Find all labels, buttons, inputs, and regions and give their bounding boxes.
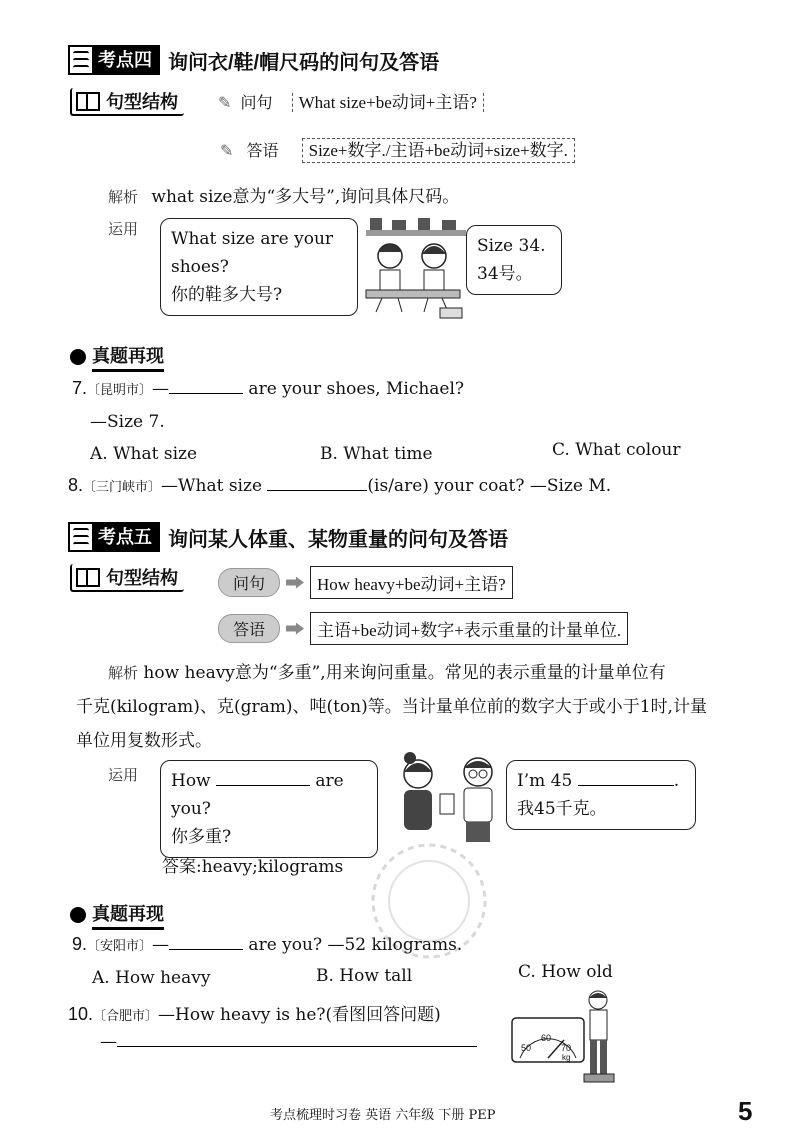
answer-pattern: 主语+be动词+数字+表示重量的计量单位.	[310, 612, 628, 645]
waves-icon	[70, 524, 92, 550]
section-badge	[68, 522, 160, 552]
question-pattern-row	[218, 88, 484, 113]
answer-pattern-row	[218, 612, 628, 645]
explanation-label: 解析	[108, 188, 139, 206]
section-badge-label: 考点五	[92, 524, 158, 550]
explanation-line: 单位用复数形式。	[76, 731, 212, 751]
usage-label: 运用	[108, 766, 139, 784]
answer-text: 答案:heavy;kilograms	[162, 857, 344, 877]
bubble-en: What size are your shoes?	[171, 229, 334, 277]
pencil-icon: ✎	[218, 93, 232, 112]
answer-label: 答语	[246, 141, 279, 160]
question-10-answer-line	[100, 1032, 477, 1052]
explanation-line: 千克(kilogram)、克(gram)、吨(ton)等。当计量单位前的数字大于或小于1时,计量	[76, 697, 707, 717]
speech-bubble-right	[466, 225, 562, 295]
option-c[interactable]: C. How old	[518, 962, 613, 982]
answer-dash: —	[100, 1032, 117, 1052]
question-number: 8.	[68, 475, 84, 495]
question-text: are you? —52 kilograms.	[243, 935, 463, 955]
question-9	[72, 934, 462, 955]
question-pattern: What size+be动词+主语?	[292, 93, 484, 112]
arrow-icon	[286, 577, 304, 589]
pencil-icon: ✎	[220, 141, 234, 160]
question-prefix: —	[152, 379, 170, 399]
answer-blank[interactable]	[267, 490, 367, 491]
scale-tick-label: 70	[561, 1043, 572, 1053]
answer-blank[interactable]	[578, 785, 674, 786]
speech-bubble-right	[506, 760, 696, 830]
answer-label: 答语	[218, 614, 280, 643]
scale-unit: kg	[562, 1053, 571, 1062]
lightbulb-icon	[70, 349, 86, 365]
question-prefix: —	[152, 935, 170, 955]
question-label: 问句	[218, 568, 280, 597]
answer-pattern-row	[220, 136, 575, 161]
footer-text: 考点梳理时习卷 英语 六年级 下册 PEP	[270, 1108, 496, 1123]
question-source: 〔昆明市〕	[87, 383, 153, 398]
bubble-cn: 你多重?	[171, 827, 232, 847]
explanation-line: how heavy意为“多重”,用来询问重量。常见的表示重量的计量单位有	[143, 663, 666, 683]
speech-bubble-left	[160, 760, 378, 858]
waves-icon	[70, 47, 92, 73]
question-number: 9.	[72, 934, 88, 954]
explanation	[76, 656, 756, 758]
question-pattern-row	[218, 566, 513, 599]
bubble-suffix: .	[673, 771, 680, 791]
book-icon	[76, 92, 100, 111]
scale-tick-label: 60	[541, 1033, 552, 1043]
usage-label: 运用	[108, 220, 139, 238]
question-pattern: How heavy+be动词+主语?	[310, 566, 513, 599]
question-7	[72, 378, 464, 399]
bubble-cn: 我45千克。	[517, 799, 607, 819]
structure-text: 句型结构	[106, 92, 178, 112]
question-source: 〔安阳市〕	[87, 939, 153, 954]
option-c[interactable]: C. What colour	[552, 440, 681, 460]
bubble-en: Size 34.	[477, 236, 546, 256]
real-exam-header	[70, 900, 164, 930]
speech-bubble-left	[160, 218, 358, 316]
section-4-header	[68, 45, 439, 75]
lightbulb-icon	[70, 907, 86, 923]
answer-pattern: Size+数字./主语+be动词+size+数字.	[302, 138, 575, 163]
girl-boy-illustration	[390, 752, 506, 848]
section-title: 询问衣/鞋/帽尺码的问句及答语	[168, 51, 440, 74]
sentence-structure-label	[70, 90, 184, 114]
option-a[interactable]: A. How heavy	[92, 968, 211, 988]
bubble-cn: 你的鞋多大号?	[171, 285, 283, 305]
question-text: are your shoes, Michael?	[243, 379, 465, 399]
section-badge	[68, 45, 160, 75]
real-exam-label: 真题再现	[92, 342, 164, 372]
real-exam-header	[70, 342, 164, 372]
question-text: (is/are) your coat? —Size M.	[367, 476, 612, 496]
structure-text: 句型结构	[106, 568, 178, 588]
question-prefix: —What size	[161, 476, 268, 496]
page-number: 5	[738, 1096, 753, 1126]
option-b[interactable]: B. What time	[320, 444, 433, 464]
scale-man-illustration	[510, 986, 620, 1096]
answer-blank[interactable]	[216, 785, 310, 786]
question-number: 10.	[68, 1004, 94, 1024]
answer-blank[interactable]	[169, 393, 243, 394]
option-b[interactable]: B. How tall	[316, 966, 413, 986]
answer-blank[interactable]	[169, 949, 243, 950]
explanation-text: what size意为“多大号”,询问具体尺码。	[151, 187, 460, 207]
bubble-prefix: How	[171, 771, 217, 791]
question-10	[68, 1000, 441, 1025]
question-7-reply: —Size 7.	[90, 412, 165, 432]
arrow-icon	[286, 623, 304, 635]
question-text: —How heavy is he?(看图回答问题)	[158, 1005, 441, 1025]
question-label: 问句	[240, 93, 273, 112]
question-number: 7.	[72, 378, 88, 398]
question-8	[68, 475, 611, 496]
section-badge-label: 考点四	[92, 47, 158, 73]
bubble-cn: 34号。	[477, 264, 533, 284]
bubble-suffix: are you?	[171, 771, 344, 819]
section-title: 询问某人体重、某物重量的问句及答语	[168, 528, 508, 551]
sentence-structure-label	[70, 566, 184, 590]
question-source: 〔三门峡市〕	[83, 480, 162, 495]
section-5-header	[68, 522, 508, 552]
book-icon	[76, 568, 100, 587]
bubble-prefix: I’m 45	[517, 771, 578, 791]
real-exam-label: 真题再现	[92, 900, 164, 930]
scale-tick-label: 50	[521, 1043, 532, 1053]
question-source: 〔合肥市〕	[93, 1009, 159, 1024]
explanation-label: 解析	[108, 664, 139, 682]
explanation	[108, 182, 459, 207]
answer-blank[interactable]	[117, 1046, 477, 1047]
option-a[interactable]: A. What size	[90, 444, 198, 464]
children-shoes-illustration	[362, 212, 472, 322]
